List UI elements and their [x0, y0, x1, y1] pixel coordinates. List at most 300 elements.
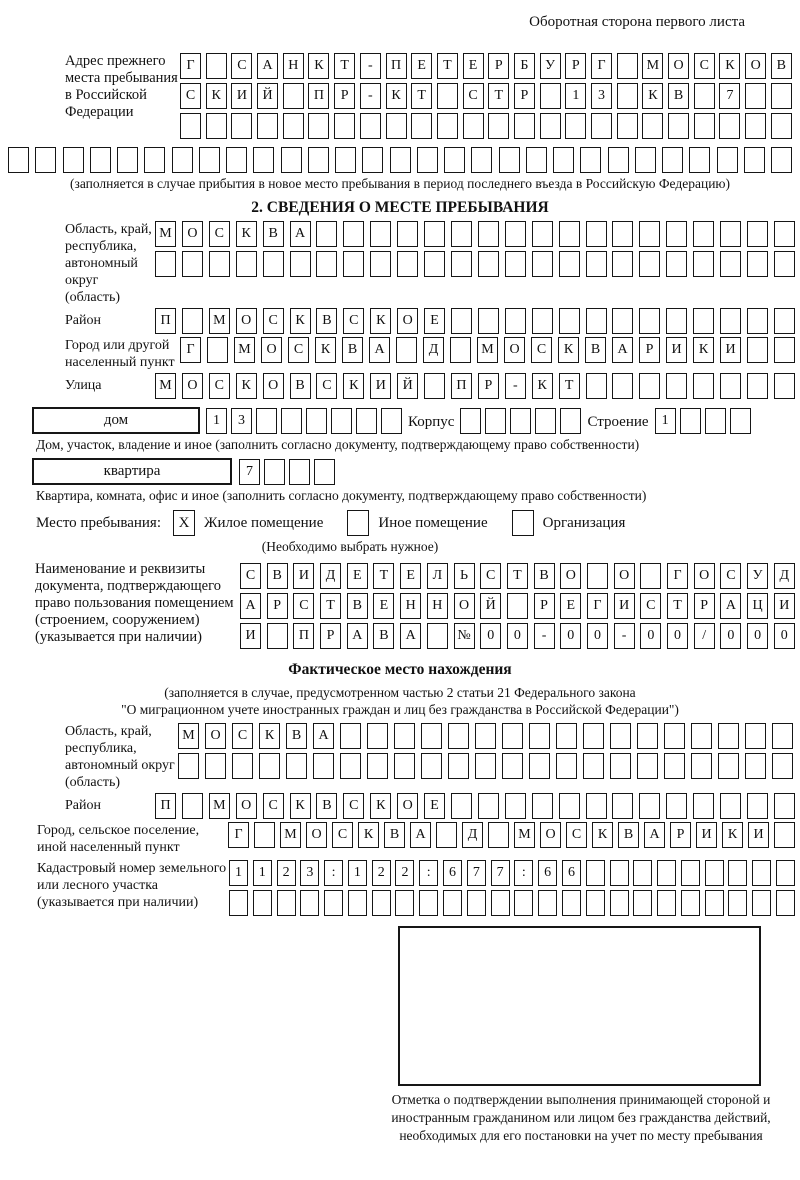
- char-box[interactable]: [745, 83, 766, 109]
- char-box[interactable]: Й: [480, 593, 501, 619]
- char-box[interactable]: [639, 373, 660, 399]
- char-box[interactable]: [340, 753, 361, 779]
- char-box[interactable]: С: [480, 563, 501, 589]
- char-box[interactable]: 0: [480, 623, 501, 649]
- char-box[interactable]: [277, 890, 296, 916]
- char-box[interactable]: К: [236, 373, 257, 399]
- char-box[interactable]: [610, 860, 629, 886]
- char-box[interactable]: С: [343, 308, 364, 334]
- char-box[interactable]: [411, 113, 432, 139]
- char-box[interactable]: 2: [277, 860, 296, 886]
- char-box[interactable]: Г: [228, 822, 249, 848]
- char-box[interactable]: В: [263, 221, 284, 247]
- char-box[interactable]: 7: [491, 860, 510, 886]
- char-box[interactable]: С: [263, 793, 284, 819]
- char-box[interactable]: [386, 113, 407, 139]
- char-box[interactable]: П: [386, 53, 407, 79]
- char-box[interactable]: В: [534, 563, 555, 589]
- char-box[interactable]: [229, 890, 248, 916]
- char-box[interactable]: [281, 147, 302, 173]
- char-box[interactable]: [226, 147, 247, 173]
- char-box[interactable]: К: [370, 793, 391, 819]
- char-box[interactable]: [356, 408, 377, 434]
- char-box[interactable]: [117, 147, 138, 173]
- char-box[interactable]: -: [360, 83, 381, 109]
- char-box[interactable]: К: [370, 308, 391, 334]
- char-box[interactable]: О: [397, 308, 418, 334]
- char-box[interactable]: [771, 147, 792, 173]
- char-box[interactable]: [720, 221, 741, 247]
- char-box[interactable]: [662, 147, 683, 173]
- char-box[interactable]: О: [560, 563, 581, 589]
- char-box[interactable]: А: [720, 593, 741, 619]
- char-box[interactable]: [664, 723, 685, 749]
- char-box[interactable]: Р: [478, 373, 499, 399]
- char-box[interactable]: [8, 147, 29, 173]
- char-box[interactable]: 1: [655, 408, 676, 434]
- char-box[interactable]: -: [360, 53, 381, 79]
- char-box[interactable]: [562, 890, 581, 916]
- char-box[interactable]: [372, 890, 391, 916]
- char-box[interactable]: [559, 793, 580, 819]
- char-box[interactable]: [747, 221, 768, 247]
- char-box[interactable]: [314, 459, 335, 485]
- char-box[interactable]: [633, 860, 652, 886]
- char-box[interactable]: [427, 623, 448, 649]
- char-box[interactable]: [451, 221, 472, 247]
- char-box[interactable]: [306, 408, 327, 434]
- char-box[interactable]: [182, 793, 203, 819]
- char-box[interactable]: [172, 147, 193, 173]
- char-box[interactable]: [535, 408, 556, 434]
- char-box[interactable]: О: [614, 563, 635, 589]
- char-box[interactable]: Р: [320, 623, 341, 649]
- char-box[interactable]: [583, 753, 604, 779]
- char-box[interactable]: [774, 308, 795, 334]
- char-box[interactable]: [259, 753, 280, 779]
- char-box[interactable]: А: [313, 723, 334, 749]
- char-box[interactable]: М: [209, 793, 230, 819]
- char-box[interactable]: [635, 147, 656, 173]
- char-box[interactable]: А: [400, 623, 421, 649]
- char-box[interactable]: [745, 723, 766, 749]
- char-box[interactable]: [394, 723, 415, 749]
- char-box[interactable]: К: [236, 221, 257, 247]
- char-box[interactable]: 7: [719, 83, 740, 109]
- char-box[interactable]: Т: [507, 563, 528, 589]
- char-box[interactable]: [390, 147, 411, 173]
- char-box[interactable]: И: [614, 593, 635, 619]
- char-box[interactable]: [283, 113, 304, 139]
- char-box[interactable]: Е: [373, 593, 394, 619]
- char-box[interactable]: [63, 147, 84, 173]
- char-box[interactable]: [450, 337, 471, 363]
- char-box[interactable]: [639, 251, 660, 277]
- char-box[interactable]: [421, 723, 442, 749]
- char-box[interactable]: [514, 113, 535, 139]
- char-box[interactable]: Й: [397, 373, 418, 399]
- char-box[interactable]: М: [155, 373, 176, 399]
- char-box[interactable]: [421, 753, 442, 779]
- char-box[interactable]: К: [642, 83, 663, 109]
- char-box[interactable]: П: [155, 308, 176, 334]
- char-box[interactable]: [451, 308, 472, 334]
- char-box[interactable]: [475, 723, 496, 749]
- char-box[interactable]: [335, 147, 356, 173]
- char-box[interactable]: 3: [231, 408, 252, 434]
- char-box[interactable]: [283, 83, 304, 109]
- char-box[interactable]: [205, 753, 226, 779]
- char-box[interactable]: [691, 723, 712, 749]
- char-box[interactable]: М: [178, 723, 199, 749]
- char-box[interactable]: Г: [667, 563, 688, 589]
- char-box[interactable]: [728, 860, 747, 886]
- char-box[interactable]: О: [694, 563, 715, 589]
- char-box[interactable]: [254, 822, 275, 848]
- char-box[interactable]: [206, 113, 227, 139]
- char-box[interactable]: 2: [372, 860, 391, 886]
- char-box[interactable]: [231, 113, 252, 139]
- char-box[interactable]: [666, 251, 687, 277]
- char-box[interactable]: [580, 147, 601, 173]
- char-box[interactable]: Е: [424, 793, 445, 819]
- char-box[interactable]: 2: [395, 860, 414, 886]
- char-box[interactable]: [637, 723, 658, 749]
- char-box[interactable]: [693, 221, 714, 247]
- char-box[interactable]: С: [694, 53, 715, 79]
- char-box[interactable]: [776, 890, 795, 916]
- char-box[interactable]: [343, 251, 364, 277]
- char-box[interactable]: Р: [694, 593, 715, 619]
- char-box[interactable]: Н: [283, 53, 304, 79]
- char-box[interactable]: [633, 890, 652, 916]
- char-box[interactable]: Т: [488, 83, 509, 109]
- char-box[interactable]: И: [240, 623, 261, 649]
- char-box[interactable]: [774, 793, 795, 819]
- char-box[interactable]: М: [155, 221, 176, 247]
- char-box[interactable]: [612, 251, 633, 277]
- char-box[interactable]: Т: [373, 563, 394, 589]
- char-box[interactable]: В: [347, 593, 368, 619]
- char-box[interactable]: [666, 221, 687, 247]
- char-box[interactable]: [693, 251, 714, 277]
- char-box[interactable]: [639, 793, 660, 819]
- char-box[interactable]: О: [745, 53, 766, 79]
- char-box[interactable]: В: [316, 793, 337, 819]
- char-box[interactable]: П: [308, 83, 329, 109]
- char-box[interactable]: А: [612, 337, 633, 363]
- char-box[interactable]: [664, 753, 685, 779]
- char-box[interactable]: [286, 753, 307, 779]
- char-box[interactable]: С: [343, 793, 364, 819]
- char-box[interactable]: С: [232, 723, 253, 749]
- char-box[interactable]: Т: [437, 53, 458, 79]
- char-box[interactable]: О: [397, 793, 418, 819]
- char-box[interactable]: 1: [253, 860, 272, 886]
- char-box[interactable]: [693, 373, 714, 399]
- char-box[interactable]: [507, 593, 528, 619]
- char-box[interactable]: К: [532, 373, 553, 399]
- char-box[interactable]: Р: [514, 83, 535, 109]
- char-box[interactable]: И: [696, 822, 717, 848]
- char-box[interactable]: [774, 337, 795, 363]
- char-box[interactable]: К: [558, 337, 579, 363]
- char-box[interactable]: В: [771, 53, 792, 79]
- char-box[interactable]: :: [514, 860, 533, 886]
- char-box[interactable]: Е: [463, 53, 484, 79]
- char-box[interactable]: [478, 793, 499, 819]
- char-box[interactable]: [532, 221, 553, 247]
- char-box[interactable]: П: [155, 793, 176, 819]
- char-box[interactable]: 1: [206, 408, 227, 434]
- char-box[interactable]: 0: [774, 623, 795, 649]
- char-box[interactable]: [451, 251, 472, 277]
- char-box[interactable]: Р: [670, 822, 691, 848]
- char-box[interactable]: [556, 723, 577, 749]
- char-box[interactable]: [560, 408, 581, 434]
- char-box[interactable]: О: [236, 793, 257, 819]
- char-box[interactable]: [747, 337, 768, 363]
- char-box[interactable]: [639, 308, 660, 334]
- char-box[interactable]: [199, 147, 220, 173]
- char-box[interactable]: [316, 221, 337, 247]
- char-box[interactable]: [640, 563, 661, 589]
- char-box[interactable]: Н: [427, 593, 448, 619]
- char-box[interactable]: [693, 793, 714, 819]
- char-box[interactable]: Р: [267, 593, 288, 619]
- char-box[interactable]: [257, 113, 278, 139]
- char-box[interactable]: 0: [640, 623, 661, 649]
- char-box[interactable]: К: [315, 337, 336, 363]
- char-box[interactable]: 6: [443, 860, 462, 886]
- char-box[interactable]: [666, 373, 687, 399]
- char-box[interactable]: [668, 113, 689, 139]
- char-box[interactable]: [35, 147, 56, 173]
- char-box[interactable]: [538, 890, 557, 916]
- char-box[interactable]: [747, 251, 768, 277]
- char-box[interactable]: Е: [411, 53, 432, 79]
- organization-checkbox[interactable]: [512, 510, 534, 536]
- char-box[interactable]: [730, 408, 751, 434]
- char-box[interactable]: [362, 147, 383, 173]
- char-box[interactable]: Д: [423, 337, 444, 363]
- char-box[interactable]: [478, 221, 499, 247]
- char-box[interactable]: [532, 793, 553, 819]
- char-box[interactable]: 3: [300, 860, 319, 886]
- char-box[interactable]: [467, 890, 486, 916]
- char-box[interactable]: С: [531, 337, 552, 363]
- char-box[interactable]: Р: [639, 337, 660, 363]
- char-box[interactable]: [180, 113, 201, 139]
- char-box[interactable]: [370, 221, 391, 247]
- char-box[interactable]: Г: [587, 593, 608, 619]
- char-box[interactable]: [397, 251, 418, 277]
- confirmation-stamp-area[interactable]: [398, 926, 761, 1086]
- char-box[interactable]: Е: [400, 563, 421, 589]
- char-box[interactable]: С: [463, 83, 484, 109]
- char-box[interactable]: [324, 890, 343, 916]
- char-box[interactable]: 1: [565, 83, 586, 109]
- char-box[interactable]: 1: [229, 860, 248, 886]
- char-box[interactable]: :: [419, 860, 438, 886]
- char-box[interactable]: [144, 147, 165, 173]
- char-box[interactable]: [693, 308, 714, 334]
- char-box[interactable]: [267, 623, 288, 649]
- char-box[interactable]: [331, 408, 352, 434]
- char-box[interactable]: С: [640, 593, 661, 619]
- char-box[interactable]: 6: [562, 860, 581, 886]
- char-box[interactable]: [553, 147, 574, 173]
- char-box[interactable]: Д: [774, 563, 795, 589]
- char-box[interactable]: Р: [565, 53, 586, 79]
- char-box[interactable]: С: [263, 308, 284, 334]
- char-box[interactable]: [705, 860, 724, 886]
- char-box[interactable]: О: [454, 593, 475, 619]
- char-box[interactable]: П: [451, 373, 472, 399]
- char-box[interactable]: [608, 147, 629, 173]
- char-box[interactable]: Е: [347, 563, 368, 589]
- char-box[interactable]: [367, 753, 388, 779]
- char-box[interactable]: А: [290, 221, 311, 247]
- char-box[interactable]: [529, 753, 550, 779]
- char-box[interactable]: О: [668, 53, 689, 79]
- char-box[interactable]: [499, 147, 520, 173]
- char-box[interactable]: В: [384, 822, 405, 848]
- char-box[interactable]: М: [642, 53, 663, 79]
- char-box[interactable]: [510, 408, 531, 434]
- char-box[interactable]: [744, 147, 765, 173]
- char-box[interactable]: С: [288, 337, 309, 363]
- char-box[interactable]: О: [236, 308, 257, 334]
- char-box[interactable]: [460, 408, 481, 434]
- char-box[interactable]: [666, 308, 687, 334]
- char-box[interactable]: [586, 890, 605, 916]
- char-box[interactable]: [308, 113, 329, 139]
- char-box[interactable]: Р: [534, 593, 555, 619]
- char-box[interactable]: Ь: [454, 563, 475, 589]
- char-box[interactable]: /: [694, 623, 715, 649]
- char-box[interactable]: А: [369, 337, 390, 363]
- char-box[interactable]: [178, 753, 199, 779]
- char-box[interactable]: 0: [587, 623, 608, 649]
- char-box[interactable]: А: [644, 822, 665, 848]
- char-box[interactable]: С: [240, 563, 261, 589]
- char-box[interactable]: Б: [514, 53, 535, 79]
- char-box[interactable]: [728, 890, 747, 916]
- char-box[interactable]: [745, 113, 766, 139]
- char-box[interactable]: [394, 753, 415, 779]
- char-box[interactable]: И: [748, 822, 769, 848]
- char-box[interactable]: К: [206, 83, 227, 109]
- char-box[interactable]: А: [347, 623, 368, 649]
- char-box[interactable]: [182, 251, 203, 277]
- char-box[interactable]: [334, 113, 355, 139]
- char-box[interactable]: [583, 723, 604, 749]
- char-box[interactable]: [253, 147, 274, 173]
- char-box[interactable]: Л: [427, 563, 448, 589]
- char-box[interactable]: [448, 723, 469, 749]
- char-box[interactable]: В: [267, 563, 288, 589]
- char-box[interactable]: И: [774, 593, 795, 619]
- char-box[interactable]: [719, 113, 740, 139]
- char-box[interactable]: С: [332, 822, 353, 848]
- char-box[interactable]: В: [585, 337, 606, 363]
- char-box[interactable]: К: [259, 723, 280, 749]
- char-box[interactable]: [681, 890, 700, 916]
- char-box[interactable]: [529, 723, 550, 749]
- char-box[interactable]: [705, 408, 726, 434]
- char-box[interactable]: К: [290, 308, 311, 334]
- char-box[interactable]: [424, 373, 445, 399]
- char-box[interactable]: [586, 373, 607, 399]
- char-box[interactable]: [381, 408, 402, 434]
- char-box[interactable]: К: [358, 822, 379, 848]
- char-box[interactable]: [424, 251, 445, 277]
- char-box[interactable]: Р: [334, 83, 355, 109]
- char-box[interactable]: С: [720, 563, 741, 589]
- char-box[interactable]: Д: [462, 822, 483, 848]
- char-box[interactable]: В: [342, 337, 363, 363]
- char-box[interactable]: [540, 113, 561, 139]
- char-box[interactable]: О: [504, 337, 525, 363]
- char-box[interactable]: [642, 113, 663, 139]
- char-box[interactable]: 0: [667, 623, 688, 649]
- char-box[interactable]: 1: [348, 860, 367, 886]
- char-box[interactable]: [657, 860, 676, 886]
- char-box[interactable]: 0: [720, 623, 741, 649]
- char-box[interactable]: [617, 83, 638, 109]
- char-box[interactable]: О: [182, 373, 203, 399]
- char-box[interactable]: Т: [334, 53, 355, 79]
- char-box[interactable]: К: [592, 822, 613, 848]
- char-box[interactable]: [612, 308, 633, 334]
- char-box[interactable]: [612, 373, 633, 399]
- char-box[interactable]: [657, 890, 676, 916]
- char-box[interactable]: [263, 251, 284, 277]
- char-box[interactable]: [207, 337, 228, 363]
- char-box[interactable]: [680, 408, 701, 434]
- char-box[interactable]: :: [324, 860, 343, 886]
- char-box[interactable]: 0: [560, 623, 581, 649]
- char-box[interactable]: [689, 147, 710, 173]
- char-box[interactable]: [639, 221, 660, 247]
- char-box[interactable]: [705, 890, 724, 916]
- char-box[interactable]: И: [293, 563, 314, 589]
- char-box[interactable]: А: [410, 822, 431, 848]
- char-box[interactable]: [747, 308, 768, 334]
- char-box[interactable]: [451, 793, 472, 819]
- char-box[interactable]: [505, 251, 526, 277]
- char-box[interactable]: №: [454, 623, 475, 649]
- char-box[interactable]: [612, 793, 633, 819]
- char-box[interactable]: [776, 860, 795, 886]
- char-box[interactable]: [747, 373, 768, 399]
- char-box[interactable]: К: [719, 53, 740, 79]
- char-box[interactable]: [424, 221, 445, 247]
- char-box[interactable]: [565, 113, 586, 139]
- residential-checkbox[interactable]: X: [173, 510, 195, 536]
- char-box[interactable]: [559, 251, 580, 277]
- char-box[interactable]: О: [205, 723, 226, 749]
- char-box[interactable]: [396, 337, 417, 363]
- char-box[interactable]: В: [286, 723, 307, 749]
- char-box[interactable]: [485, 408, 506, 434]
- char-box[interactable]: Ц: [747, 593, 768, 619]
- char-box[interactable]: [694, 83, 715, 109]
- char-box[interactable]: [540, 83, 561, 109]
- char-box[interactable]: [340, 723, 361, 749]
- char-box[interactable]: -: [614, 623, 635, 649]
